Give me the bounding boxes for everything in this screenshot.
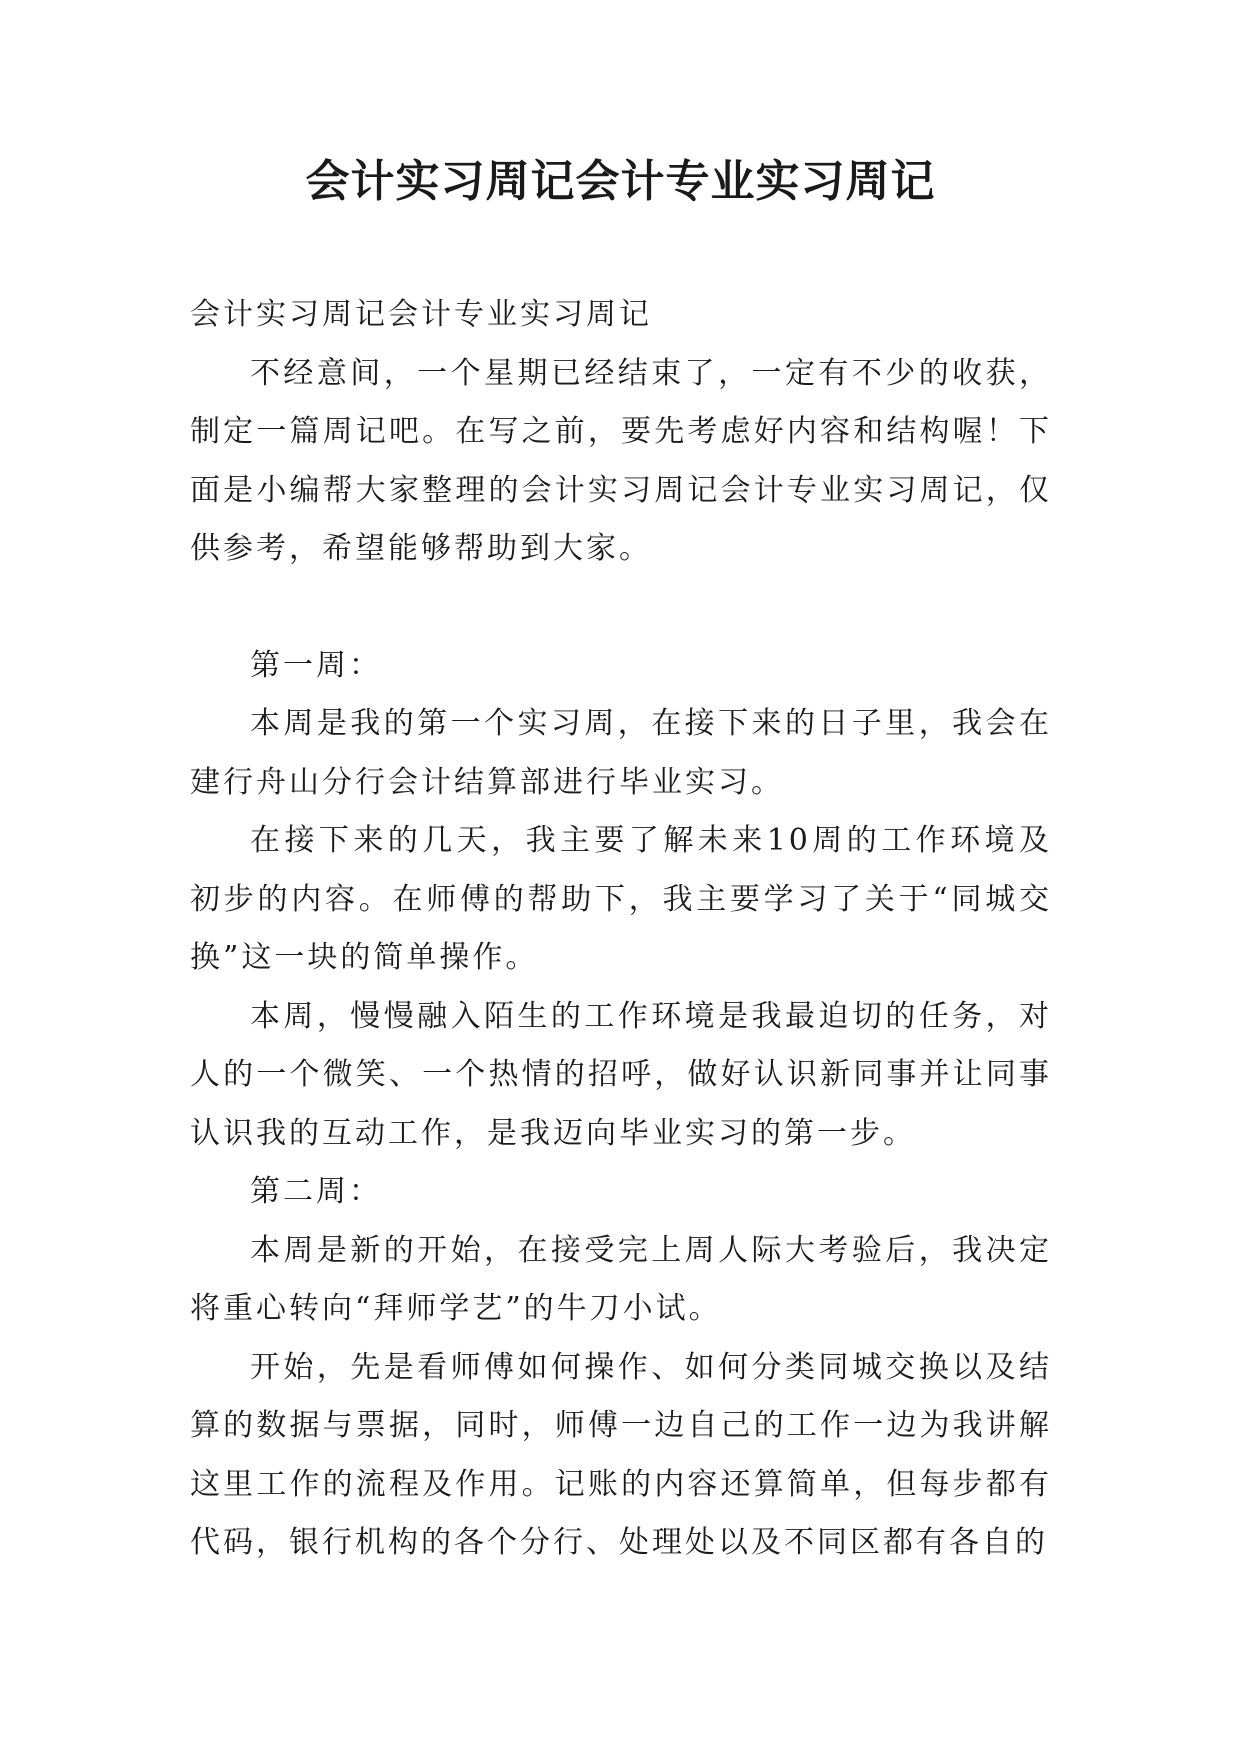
week-two-heading: 第二周： — [250, 1174, 382, 1209]
document-subtitle: 会计实习周记会计专业实习周记 — [190, 297, 652, 332]
document-title: 会计实习周记会计专业实习周记 — [305, 156, 936, 207]
body-paragraph: 本周是新的开始，在接受完上周人际大考验后，我决定将重心转向“拜师学艺”的牛刀小试。 — [190, 1232, 1052, 1326]
document-body — [190, 286, 1052, 1573]
body-paragraph: 本周，慢慢融入陌生的工作环境是我最迫切的任务，对人的一个微笑、一个热情的招呼，做好认识新同事并让同事认识我的互动工作，是我迈向毕业实习的第一步。 — [190, 998, 1052, 1151]
week-one-heading: 第一周： — [250, 647, 382, 683]
body-paragraph: 在接下来的几天，我主要了解未来10周的工作环境及初步的内容。在师傅的帮助下，我主要学习了关于“同城交换”这一块的简单操作。 — [190, 823, 1052, 975]
body-paragraph: 开始，先是看师傅如何操作、如何分类同城交换以及结算的数据与票据，同时，师傅一边自己的工作一边为我讲解这里工作的流程及作用。记账的内容还算简单，但每步都有代码，银行机构的各个分行、处理处以及不同区都有各自的 — [190, 1349, 1052, 1560]
paragraph-spacer — [190, 579, 1052, 637]
intro-paragraph: 不经意间，一个星期已经结束了，一定有不少的收获，制定一篇周记吧。在写之前，要先考虑好内容和结构喔！下面是小编帮大家整理的会计实习周记会计专业实习周记，仅供参考，希望能够帮助到大家。 — [190, 355, 1052, 566]
body-paragraph: 本周是我的第一个实习周，在接下来的日子里，我会在建行舟山分行会计结算部进行毕业实习。 — [190, 706, 1052, 800]
